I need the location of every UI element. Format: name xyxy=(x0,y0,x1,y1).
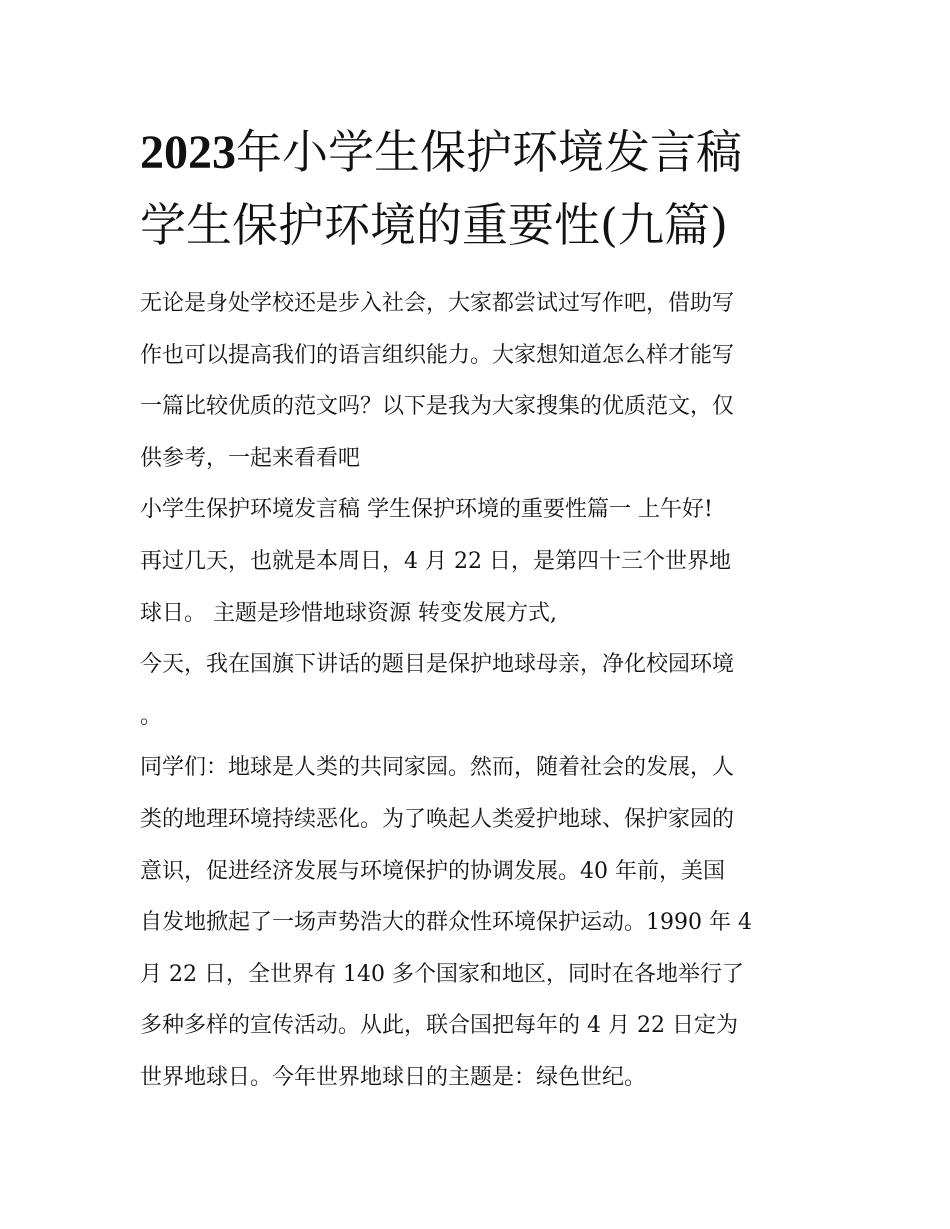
body-line: 再过几天，也就是本周日，4 月 22 日，是第四十三个世界地 xyxy=(140,548,731,574)
body-line: 多种多样的宣传活动。从此，联合国把每年的 4 月 22 日定为 xyxy=(140,1013,738,1039)
title-line-1 xyxy=(140,116,830,189)
body-line: 作也可以提高我们的语言组织能力。大家想知道怎么样才能写 xyxy=(140,342,735,368)
body-line: 月 22 日，全世界有 140 多个国家和地区，同时在各地举行了 xyxy=(140,961,744,987)
body-line: 小学生保护环境发言稿 学生保护环境的重要性篇一 上午好! xyxy=(140,497,713,523)
body-line: 一篇比较优质的范文吗？以下是我为大家搜集的优质范文，仅 xyxy=(140,394,735,420)
title-line-2: 学生保护环境的重要性(九篇) xyxy=(140,198,728,252)
body-line: 无论是身处学校还是步入社会，大家都尝试过写作吧，借助写 xyxy=(140,291,735,316)
body-line: 同学们：地球是人类的共同家园。然而，随着社会的发展，人 xyxy=(140,755,735,781)
body-line: 类的地理环境持续恶化。为了唤起人类爱护地球、保护家园的 xyxy=(140,806,735,832)
title-year: 2023 xyxy=(140,126,236,179)
document-body xyxy=(140,278,820,1104)
body-line: 今天，我在国旗下讲话的题目是保护地球母亲，净化校园环境 xyxy=(140,652,735,678)
body-line: 。 xyxy=(140,703,163,729)
body-line: 球日。 主题是珍惜地球资源 转变发展方式, xyxy=(140,600,557,626)
body-line: 意识，促进经济发展与环境保护的协调发展。40 年前，美国 xyxy=(140,858,725,884)
document-title xyxy=(140,116,830,261)
title-line-1-text: 年小学生保护环境发言稿 xyxy=(236,125,742,179)
body-line: 世界地球日。今年世界地球日的主题是：绿色世纪。 xyxy=(140,1064,647,1090)
body-line: 供参考，一起来看看吧 xyxy=(140,445,361,471)
body-line: 自发地掀起了一场声势浩大的群众性环境保护运动。1990 年 4 xyxy=(140,910,752,936)
